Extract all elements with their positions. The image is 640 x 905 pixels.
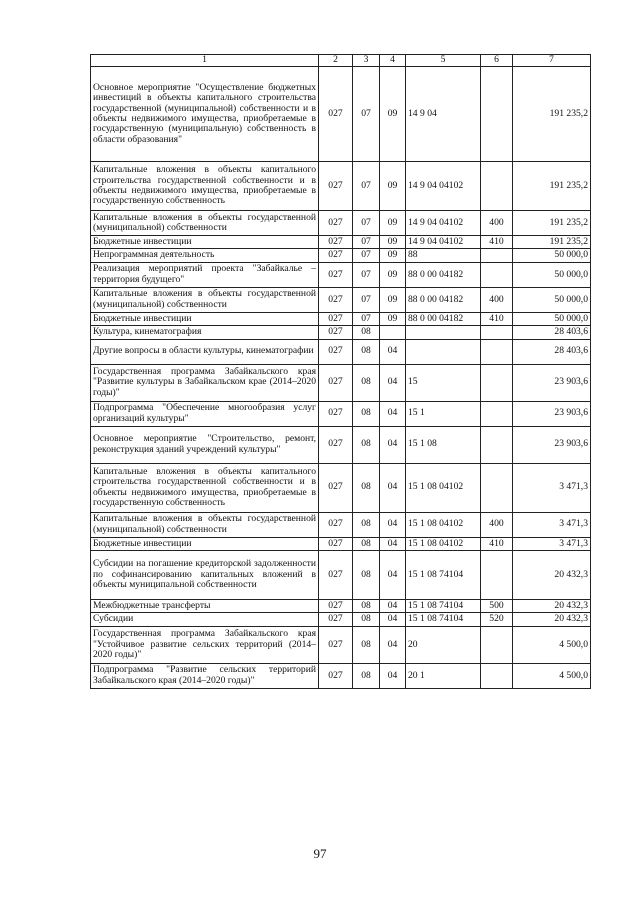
row-subsection: 04 <box>380 401 406 426</box>
row-target: 88 <box>406 249 481 262</box>
row-expense-type: 410 <box>481 236 513 249</box>
row-target: 15 1 08 04102 <box>406 512 481 537</box>
row-ministry: 027 <box>319 287 353 312</box>
row-ministry: 027 <box>319 663 353 688</box>
row-target: 88 0 00 04182 <box>406 312 481 325</box>
row-section: 07 <box>353 312 380 325</box>
table-row <box>91 312 591 325</box>
row-ministry: 027 <box>319 512 353 537</box>
row-expense-type <box>481 463 513 512</box>
table-row <box>91 626 591 663</box>
row-name: Межбюджетные трансферты <box>91 600 319 613</box>
row-expense-type <box>481 162 513 211</box>
row-section: 08 <box>353 626 380 663</box>
row-name: Капитальные вложения в объекты государственной (муниципальной) собственности <box>91 287 319 312</box>
row-subsection: 09 <box>380 236 406 249</box>
table-row <box>91 401 591 426</box>
row-expense-type: 520 <box>481 613 513 626</box>
row-target: 20 <box>406 626 481 663</box>
row-ministry: 027 <box>319 364 353 401</box>
row-amount: 3 471,3 <box>513 463 591 512</box>
row-target: 14 9 04 <box>406 67 481 162</box>
header-col-6: 6 <box>481 55 513 67</box>
row-section: 07 <box>353 67 380 162</box>
header-row <box>91 55 591 67</box>
header-col-7: 7 <box>513 55 591 67</box>
row-subsection: 04 <box>380 537 406 550</box>
row-ministry: 027 <box>319 626 353 663</box>
row-name: Бюджетные инвестиции <box>91 236 319 249</box>
row-section: 08 <box>353 551 380 600</box>
row-target: 15 1 08 04102 <box>406 463 481 512</box>
row-name: Другие вопросы в области культуры, кинематографии <box>91 339 319 364</box>
row-section: 08 <box>353 512 380 537</box>
row-expense-type: 410 <box>481 312 513 325</box>
row-target: 15 1 08 04102 <box>406 537 481 550</box>
row-amount: 191 235,2 <box>513 162 591 211</box>
row-expense-type: 400 <box>481 287 513 312</box>
row-target <box>406 339 481 364</box>
row-amount: 20 432,3 <box>513 600 591 613</box>
row-target: 20 1 <box>406 663 481 688</box>
row-amount: 23 903,6 <box>513 364 591 401</box>
row-expense-type <box>481 249 513 262</box>
row-ministry: 027 <box>319 262 353 287</box>
row-target <box>406 326 481 339</box>
row-ministry: 027 <box>319 236 353 249</box>
row-name: Капитальные вложения в объекты капитального строительства государственной собственности и в объекты недвижимого имущества, приобретаемые в государственную собственность <box>91 463 319 512</box>
row-section: 07 <box>353 211 380 236</box>
table-row <box>91 551 591 600</box>
table-row <box>91 463 591 512</box>
row-subsection: 04 <box>380 626 406 663</box>
row-name: Капитальные вложения в объекты государственной (муниципальной) собственности <box>91 211 319 236</box>
row-ministry: 027 <box>319 249 353 262</box>
row-subsection <box>380 326 406 339</box>
row-ministry: 027 <box>319 401 353 426</box>
row-subsection: 09 <box>380 262 406 287</box>
row-expense-type <box>481 339 513 364</box>
table-row <box>91 426 591 463</box>
row-amount: 50 000,0 <box>513 262 591 287</box>
row-subsection: 09 <box>380 211 406 236</box>
row-amount: 23 903,6 <box>513 401 591 426</box>
row-amount: 50 000,0 <box>513 249 591 262</box>
row-name: Культура, кинематография <box>91 326 319 339</box>
row-subsection: 09 <box>380 249 406 262</box>
row-subsection: 04 <box>380 613 406 626</box>
row-subsection: 09 <box>380 162 406 211</box>
row-expense-type <box>481 626 513 663</box>
row-name: Основное мероприятие "Осуществление бюджетных инвестиций в объекты капитального строительства государственной (муниципальной) собственности и в объекты недвижимого имущества, приобретаемые в государственную (муниципальную) собственность в области образования" <box>91 67 319 162</box>
row-expense-type <box>481 426 513 463</box>
row-amount: 3 471,3 <box>513 512 591 537</box>
row-target: 15 1 08 74104 <box>406 551 481 600</box>
header-col-3: 3 <box>353 55 380 67</box>
row-name: Непрограммная деятельность <box>91 249 319 262</box>
row-amount: 23 903,6 <box>513 426 591 463</box>
row-amount: 191 235,2 <box>513 211 591 236</box>
row-ministry: 027 <box>319 326 353 339</box>
row-subsection: 04 <box>380 339 406 364</box>
row-name: Подпрограмма "Развитие сельских территорий Забайкальского края (2014–2020 годы)" <box>91 663 319 688</box>
row-amount: 191 235,2 <box>513 67 591 162</box>
row-expense-type: 400 <box>481 512 513 537</box>
row-target: 15 <box>406 364 481 401</box>
budget-table <box>90 54 591 689</box>
table-row <box>91 211 591 236</box>
row-name: Субсидии <box>91 613 319 626</box>
table-row <box>91 600 591 613</box>
table-row <box>91 326 591 339</box>
header-col-2: 2 <box>319 55 353 67</box>
table-row <box>91 162 591 211</box>
row-amount: 28 403,6 <box>513 339 591 364</box>
header-col-4: 4 <box>380 55 406 67</box>
row-name: Подпрограмма "Обеспечение многообразия услуг организаций культуры" <box>91 401 319 426</box>
row-name: Субсидии на погашение кредиторской задолженности по софинансированию капитальных вложений в объекты муниципальной собственности <box>91 551 319 600</box>
table-row <box>91 67 591 162</box>
row-ministry: 027 <box>319 339 353 364</box>
row-section: 07 <box>353 287 380 312</box>
row-amount: 28 403,6 <box>513 326 591 339</box>
row-subsection: 04 <box>380 512 406 537</box>
row-target: 14 9 04 04102 <box>406 162 481 211</box>
row-section: 08 <box>353 326 380 339</box>
row-ministry: 027 <box>319 211 353 236</box>
table-row <box>91 364 591 401</box>
row-expense-type: 400 <box>481 211 513 236</box>
table-row <box>91 613 591 626</box>
table-row <box>91 249 591 262</box>
row-subsection: 04 <box>380 364 406 401</box>
row-subsection: 09 <box>380 287 406 312</box>
header-col-5: 5 <box>406 55 481 67</box>
row-subsection: 04 <box>380 426 406 463</box>
row-subsection: 04 <box>380 463 406 512</box>
table-row <box>91 663 591 688</box>
row-target: 14 9 04 04102 <box>406 236 481 249</box>
row-amount: 20 432,3 <box>513 613 591 626</box>
row-section: 08 <box>353 663 380 688</box>
row-ministry: 027 <box>319 463 353 512</box>
row-section: 08 <box>353 426 380 463</box>
row-amount: 50 000,0 <box>513 312 591 325</box>
row-ministry: 027 <box>319 67 353 162</box>
row-section: 08 <box>353 364 380 401</box>
row-expense-type <box>481 326 513 339</box>
row-amount: 191 235,2 <box>513 236 591 249</box>
row-ministry: 027 <box>319 613 353 626</box>
row-target: 88 0 00 04182 <box>406 287 481 312</box>
row-expense-type <box>481 364 513 401</box>
row-name: Основное мероприятие "Строительство, ремонт, реконструкция зданий учреждений культуры" <box>91 426 319 463</box>
row-section: 07 <box>353 236 380 249</box>
row-subsection: 04 <box>380 600 406 613</box>
row-name: Государственная программа Забайкальского края "Устойчивое развитие сельских территорий (2014–2020 годы)" <box>91 626 319 663</box>
row-amount: 3 471,3 <box>513 537 591 550</box>
row-amount: 4 500,0 <box>513 626 591 663</box>
row-expense-type <box>481 401 513 426</box>
row-expense-type: 410 <box>481 537 513 550</box>
row-target: 15 1 08 <box>406 426 481 463</box>
row-section: 08 <box>353 613 380 626</box>
row-ministry: 027 <box>319 426 353 463</box>
row-target: 15 1 <box>406 401 481 426</box>
row-expense-type <box>481 262 513 287</box>
row-expense-type: 500 <box>481 600 513 613</box>
row-name: Государственная программа Забайкальского края "Развитие культуры в Забайкальском крае (2014–2020 годы)" <box>91 364 319 401</box>
row-section: 07 <box>353 162 380 211</box>
row-ministry: 027 <box>319 551 353 600</box>
row-ministry: 027 <box>319 537 353 550</box>
row-name: Капитальные вложения в объекты государственной (муниципальной) собственности <box>91 512 319 537</box>
row-expense-type <box>481 67 513 162</box>
row-target: 14 9 04 04102 <box>406 211 481 236</box>
row-expense-type <box>481 663 513 688</box>
row-section: 08 <box>353 537 380 550</box>
table-row <box>91 262 591 287</box>
table-row <box>91 512 591 537</box>
row-target: 15 1 08 74104 <box>406 600 481 613</box>
row-amount: 4 500,0 <box>513 663 591 688</box>
table-row <box>91 339 591 364</box>
row-expense-type <box>481 551 513 600</box>
row-ministry: 027 <box>319 600 353 613</box>
row-name: Капитальные вложения в объекты капитального строительства государственной собственности и в объекты недвижимого имущества, приобретаемые в государственную собственность <box>91 162 319 211</box>
row-subsection: 09 <box>380 67 406 162</box>
page-number: 97 <box>313 846 327 861</box>
table-row <box>91 287 591 312</box>
row-subsection: 04 <box>380 663 406 688</box>
row-amount: 50 000,0 <box>513 287 591 312</box>
row-target: 88 0 00 04182 <box>406 262 481 287</box>
row-section: 07 <box>353 249 380 262</box>
table-row <box>91 236 591 249</box>
row-name: Бюджетные инвестиции <box>91 312 319 325</box>
row-name: Бюджетные инвестиции <box>91 537 319 550</box>
row-name: Реализация мероприятий проекта "Забайкалье – территория будущего" <box>91 262 319 287</box>
row-section: 08 <box>353 600 380 613</box>
table-row <box>91 537 591 550</box>
row-section: 08 <box>353 339 380 364</box>
row-subsection: 09 <box>380 312 406 325</box>
row-ministry: 027 <box>319 162 353 211</box>
header-col-1: 1 <box>91 55 319 67</box>
row-amount: 20 432,3 <box>513 551 591 600</box>
row-section: 08 <box>353 401 380 426</box>
row-section: 08 <box>353 463 380 512</box>
row-ministry: 027 <box>319 312 353 325</box>
row-section: 07 <box>353 262 380 287</box>
row-subsection: 04 <box>380 551 406 600</box>
row-target: 15 1 08 74104 <box>406 613 481 626</box>
